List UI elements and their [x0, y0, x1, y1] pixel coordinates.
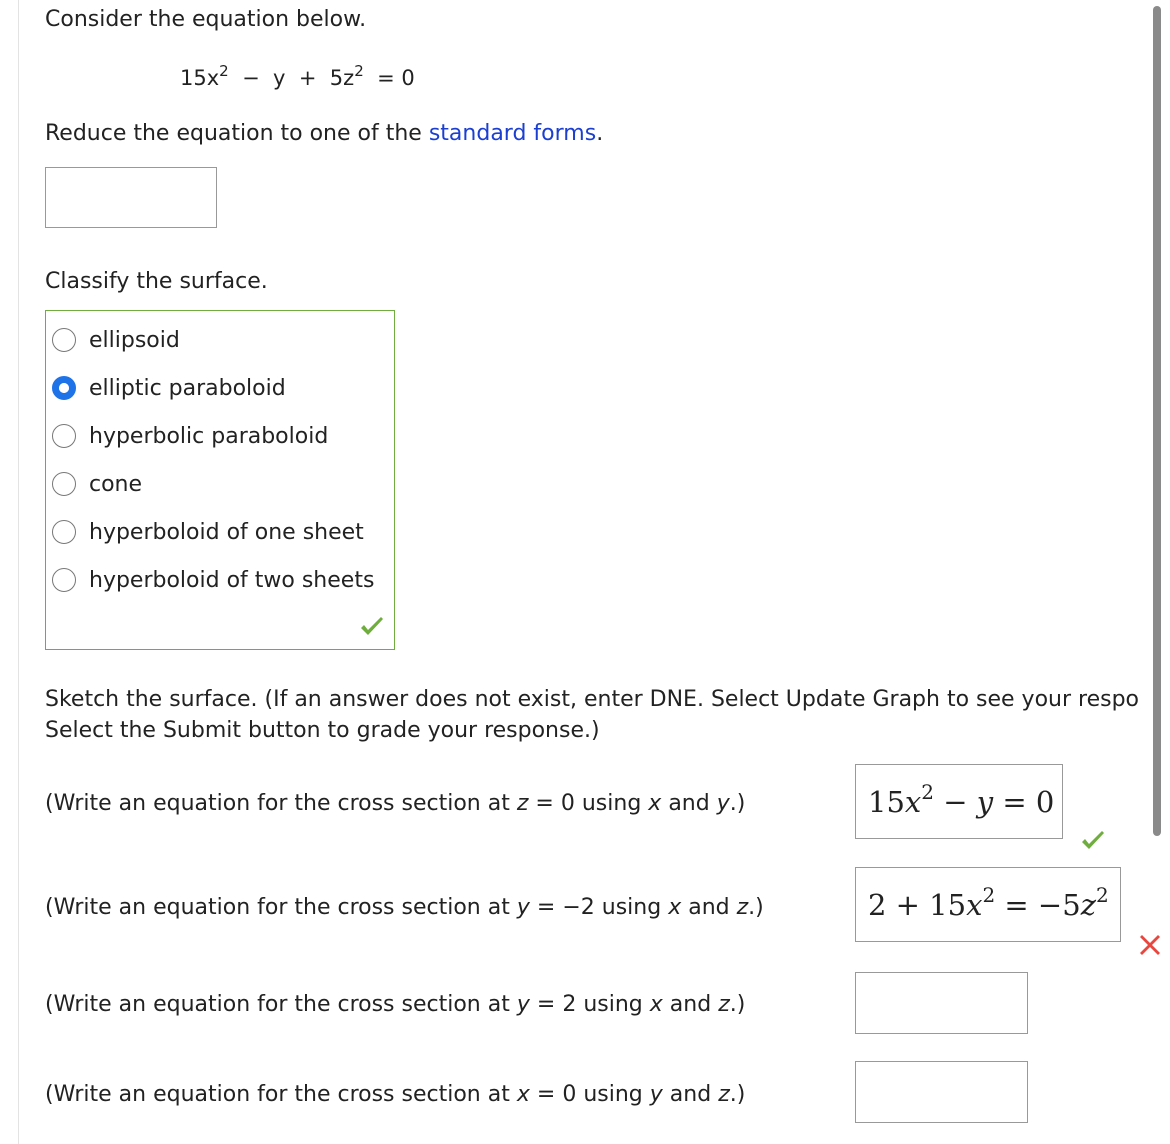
cross-section-y-neg2-value	[868, 882, 1109, 922]
ans-part: 2	[1095, 882, 1109, 907]
prompt-end: .)	[729, 992, 746, 1017]
ans-part: 2 + 15	[868, 887, 967, 922]
radio-elliptic-paraboloid-selected[interactable]	[52, 376, 76, 400]
ans-part: 2	[921, 779, 934, 804]
ans-part: x	[966, 887, 983, 922]
ans-part: z	[1080, 887, 1096, 922]
surface-choices	[45, 310, 395, 650]
left-border	[18, 0, 19, 1144]
choice-label: hyperboloid of one sheet	[89, 519, 364, 545]
prompt-eq: = 0	[536, 1082, 577, 1107]
prompt-mid: using	[581, 791, 642, 816]
cross-section-z0-input[interactable]	[855, 764, 1063, 839]
radio-hyperboloid-two-sheets[interactable]	[52, 568, 76, 592]
prompt-eq: = 2	[536, 992, 577, 1017]
standard-forms-link[interactable]: standard forms	[428, 121, 597, 146]
x-mark-icon	[1138, 933, 1162, 957]
prompt-mid: using	[601, 895, 662, 920]
choice-label: elliptic paraboloid	[89, 375, 286, 401]
prompt-v1: x	[648, 791, 662, 816]
prompt-end: .)	[748, 895, 764, 920]
cross-section-prompt-z0	[45, 791, 745, 816]
reduce-suffix: .	[596, 121, 604, 146]
prompt-eq: = 0	[535, 791, 575, 816]
check-icon	[359, 616, 385, 638]
eq-term2: y	[273, 66, 286, 90]
reduce-prefix: Reduce the equation to one of the	[45, 121, 422, 146]
cross-section-prompt-x0	[45, 1082, 745, 1107]
prompt-end: .)	[729, 791, 746, 816]
radio-ellipsoid[interactable]	[52, 328, 76, 352]
choice-label: cone	[89, 471, 143, 497]
ans-part: −	[934, 784, 977, 819]
prompt-v2: z	[736, 895, 749, 920]
ans-part: = 0	[993, 784, 1055, 819]
sketch-instructions-line2: Select the Submit button to grade your response.)	[45, 718, 600, 743]
prompt-v1: x	[668, 895, 682, 920]
prompt-and: and	[668, 791, 710, 816]
ans-part: y	[976, 784, 994, 819]
check-icon	[1080, 830, 1106, 852]
radio-hyperboloid-one-sheet[interactable]	[52, 520, 76, 544]
prompt-mid: using	[583, 1082, 643, 1107]
prompt-eq: = −2	[536, 895, 595, 920]
eq-sup1: 2	[219, 62, 229, 80]
prompt-var: y	[516, 895, 530, 920]
ans-part: 2	[982, 882, 996, 907]
standard-form-input[interactable]	[45, 167, 217, 228]
eq-sup3: 2	[354, 62, 364, 80]
eq-op2: +	[298, 66, 317, 90]
prompt-v1: x	[649, 992, 663, 1017]
prompt-mid: using	[583, 992, 643, 1017]
choice-label: hyperbolic paraboloid	[89, 423, 329, 449]
ans-part: 15	[868, 784, 905, 819]
scrollbar-thumb[interactable]	[1153, 6, 1161, 836]
prompt-text: (Write an equation for the cross section at	[45, 992, 510, 1017]
classify-prompt: Classify the surface.	[45, 269, 268, 294]
prompt-text: (Write an equation for the cross section at	[45, 895, 510, 920]
prompt-text: (Write an equation for the cross section at	[45, 1082, 510, 1107]
radio-cone[interactable]	[52, 472, 76, 496]
prompt-and: and	[669, 1082, 712, 1107]
prompt-var: x	[516, 1082, 530, 1107]
choice-label: ellipsoid	[89, 327, 180, 353]
ans-part: x	[904, 784, 922, 819]
prompt-and: and	[688, 895, 730, 920]
cross-section-prompt-y2	[45, 992, 745, 1017]
eq-rhs: = 0	[377, 66, 415, 90]
main-equation	[180, 62, 415, 90]
reduce-prompt	[45, 121, 603, 146]
eq-term3: 5z	[329, 66, 355, 90]
prompt-end: .)	[729, 1082, 746, 1107]
prompt-v2: y	[716, 791, 730, 816]
choice-label: hyperboloid of two sheets	[89, 567, 375, 593]
cross-section-z0-value	[868, 779, 1055, 819]
cross-section-prompt-y-neg2	[45, 895, 764, 920]
eq-term1: 15x	[180, 66, 220, 90]
prompt-v2: z	[718, 992, 730, 1017]
radio-hyperbolic-paraboloid[interactable]	[52, 424, 76, 448]
choice-hyperboloid-one-sheet[interactable]	[52, 516, 364, 548]
intro-text: Consider the equation below.	[45, 7, 367, 32]
prompt-v1: y	[649, 1082, 663, 1107]
prompt-var: z	[516, 791, 529, 816]
prompt-var: y	[516, 992, 530, 1017]
choice-hyperboloid-two-sheets[interactable]	[52, 564, 374, 596]
prompt-and: and	[669, 992, 712, 1017]
cross-section-y-neg2-input[interactable]	[855, 867, 1121, 942]
prompt-v2: z	[718, 1082, 730, 1107]
choice-cone[interactable]	[52, 468, 142, 500]
eq-op1: −	[242, 66, 260, 90]
choice-ellipsoid[interactable]	[52, 324, 180, 356]
prompt-text: (Write an equation for the cross section at	[45, 791, 510, 816]
cross-section-x0-input[interactable]	[855, 1061, 1028, 1123]
choice-hyperbolic-paraboloid[interactable]	[52, 420, 328, 452]
cross-section-y2-input[interactable]	[855, 972, 1028, 1034]
ans-part: = −5	[995, 887, 1081, 922]
sketch-instructions-line1: Sketch the surface. (If an answer does not exist, enter DNE. Select Update Graph to see your respo	[45, 687, 1139, 712]
choice-elliptic-paraboloid[interactable]	[52, 372, 286, 404]
